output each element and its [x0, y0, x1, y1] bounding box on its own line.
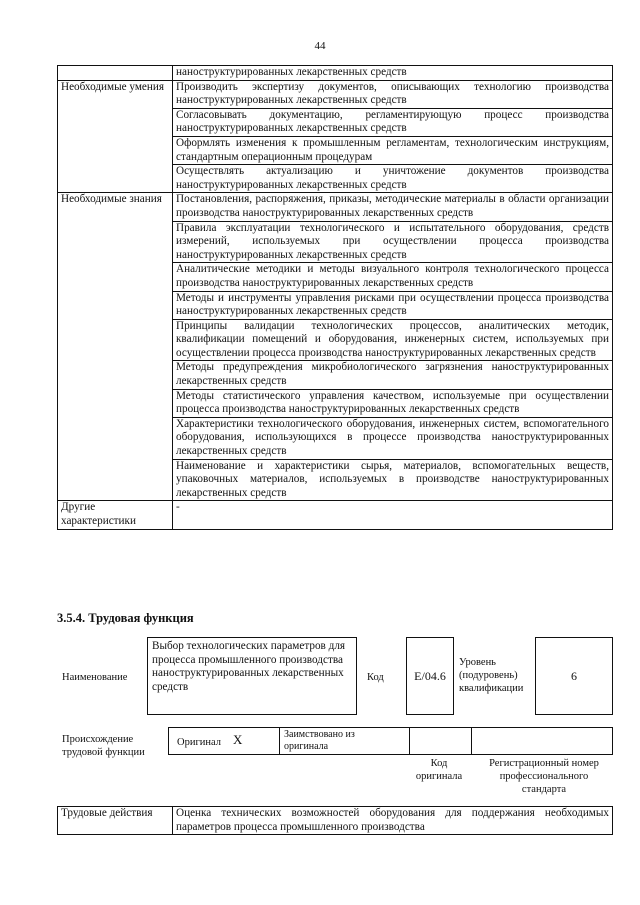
table-row	[58, 263, 613, 291]
original-checkmark: X	[233, 732, 243, 747]
table-row	[58, 108, 613, 136]
row-text: наноструктурированных лекарственных средств	[173, 66, 613, 81]
row-text: Согласовывать документацию, регламентирующую процесс производства наноструктурированных лекарственных средств	[173, 108, 613, 136]
borrowed-label: Заимствовано из оригинала	[284, 729, 355, 752]
level-value: 6	[571, 669, 577, 683]
code-value: E/04.6	[414, 669, 446, 683]
row-label	[58, 361, 173, 389]
reg-number-label: Регистрационный номер профессионального стандарта	[489, 758, 599, 795]
row-label: Необходимые умения	[58, 80, 173, 108]
code-box	[406, 637, 454, 715]
table-row	[58, 361, 613, 389]
level-box	[535, 637, 613, 715]
table-row	[58, 459, 613, 501]
page-number: 44	[314, 40, 326, 52]
row-text: Характеристики технологического оборудования, инженерных систем, вспомогательного оборудования, использующихся в процессе производства наноструктурированных лекарственных средств	[173, 417, 613, 459]
table-row	[58, 66, 613, 81]
section-heading: 3.5.4. Трудовая функция	[57, 611, 194, 625]
level-label: Уровень (подуровень) квалификации	[459, 657, 524, 694]
table-row	[58, 389, 613, 417]
row-label: Необходимые знания	[58, 193, 173, 221]
actions-text: Оценка технических возможностей оборудования для поддержания необходимых параметров процесса промышленного производства	[173, 807, 613, 835]
row-label	[58, 136, 173, 164]
row-text: Методы предупреждения микробиологического загрязнения наноструктурированных лекарственных средств	[173, 361, 613, 389]
table-row	[58, 319, 613, 361]
row-text: Методы статистического управления качеством, используемые при осуществлении процесса производства наноструктурированных лекарственных средств	[173, 389, 613, 417]
row-label	[58, 319, 173, 361]
table-row	[58, 417, 613, 459]
row-label	[58, 263, 173, 291]
row-label	[58, 459, 173, 501]
table-row	[58, 136, 613, 164]
row-text: Аналитические методики и методы визуального контроля технологического процесса производства наноструктурированных лекарственных средств	[173, 263, 613, 291]
requirements-table	[57, 65, 613, 530]
row-text: Осуществлять актуализацию и уничтожение документов производства наноструктурированных лекарственных средств	[173, 165, 613, 193]
row-text: Наименование и характеристики сырья, материалов, вспомогательных веществ, упаковочных материалов, используемых в производстве наноструктурированных лекарственных средств	[173, 459, 613, 501]
row-label	[58, 66, 173, 81]
actions-table	[57, 806, 613, 835]
name-label: Наименование	[62, 672, 128, 683]
table-row	[58, 193, 613, 221]
code-label: Код	[367, 672, 384, 683]
table-row	[58, 221, 613, 263]
name-value: Выбор технологических параметров для процесса промышленного производства наноструктурированных лекарственных средств	[152, 640, 346, 693]
table-row	[58, 80, 613, 108]
table-row	[58, 501, 613, 529]
code-original-label: Код оригинала	[415, 758, 463, 782]
row-text: -	[173, 501, 613, 529]
row-label	[58, 108, 173, 136]
row-text: Постановления, распоряжения, приказы, методические материалы в области организации производства наноструктурированных лекарственных средств	[173, 193, 613, 221]
row-label	[58, 417, 173, 459]
name-box	[147, 637, 357, 715]
row-label	[58, 221, 173, 263]
row-label	[58, 165, 173, 193]
row-label	[58, 291, 173, 319]
row-label	[58, 389, 173, 417]
row-text: Правила эксплуатации технологического и испытательного оборудования, средств измерений, используемых при осуществлении процесса производства наноструктурированных лекарственных средств	[173, 221, 613, 263]
row-text: Методы и инструменты управления рисками при осуществлении процесса производства наноструктурированных лекарственных средств	[173, 291, 613, 319]
table-row	[58, 291, 613, 319]
row-label: Другие характеристики	[58, 501, 173, 529]
row-text: Принципы валидации технологических процессов, аналитических методик, квалификации помещений и оборудования, инженерных систем, используемых при осуществлении процесса производства наноструктурированных лекарственных средств	[173, 319, 613, 361]
table-row	[58, 165, 613, 193]
actions-label: Трудовые действия	[58, 807, 173, 835]
origin-box	[168, 727, 613, 755]
row-text: Производить экспертизу документов, описывающих технологию производства наноструктурированных лекарственных средств	[173, 80, 613, 108]
origin-label: Происхождение трудовой функции	[62, 734, 145, 758]
original-label: Оригинал	[177, 737, 221, 748]
row-text: Оформлять изменения к промышленным регламентам, технологическим инструкциям, стандартным операционным процедурам	[173, 136, 613, 164]
